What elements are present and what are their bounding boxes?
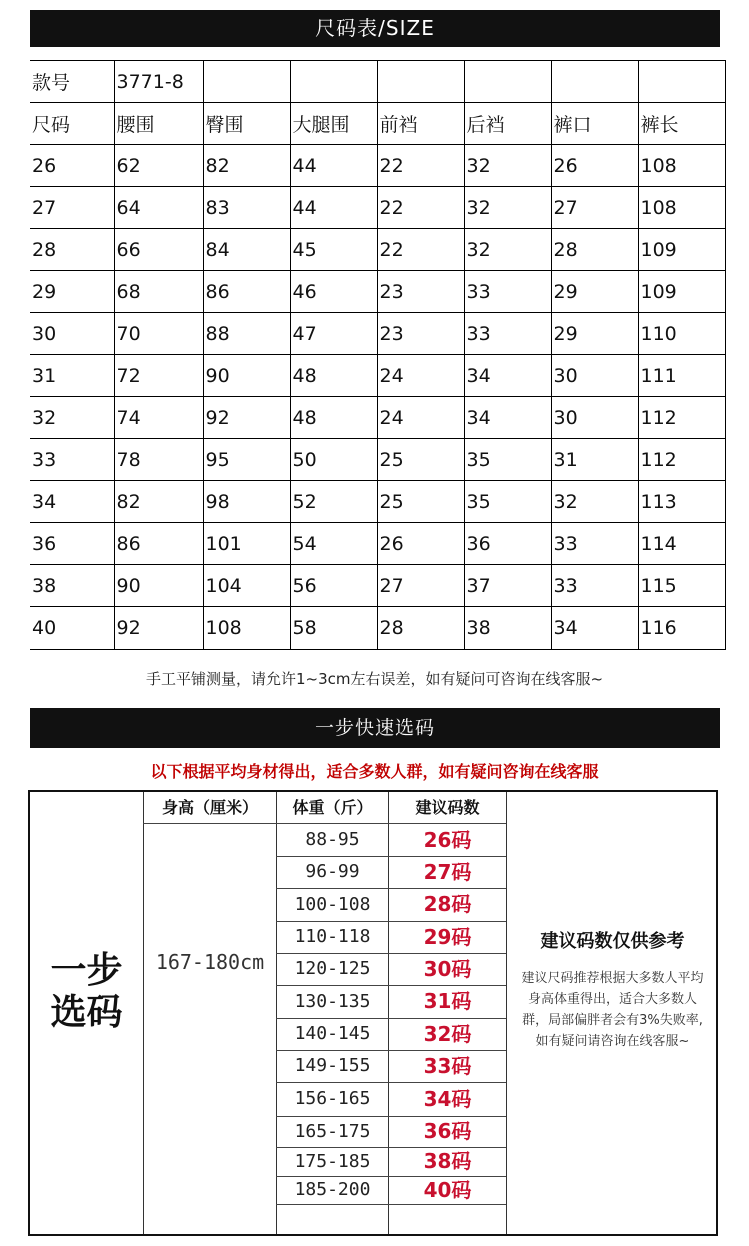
table-cell: 110 (638, 313, 725, 355)
weight-range: 100-108 (294, 894, 371, 915)
table-cell: 30 (551, 355, 638, 397)
suggested-size: 27码 (423, 860, 472, 884)
table-cell: 111 (638, 355, 725, 397)
table-cell: 64 (114, 187, 203, 229)
table-cell: 27 (30, 187, 114, 229)
table-cell: 70 (114, 313, 203, 355)
divider (506, 792, 507, 1234)
table-cell: 37 (464, 565, 551, 607)
col-header: 臀围 (203, 103, 290, 145)
table-row (30, 565, 725, 607)
table-cell: 28 (377, 607, 464, 650)
weight-header: 体重（斤） (292, 798, 373, 817)
table-cell: 33 (30, 439, 114, 481)
suggested-size: 29码 (423, 925, 472, 949)
table-row (30, 229, 725, 271)
style-number: 3771-8 (114, 61, 203, 103)
table-cell: 109 (638, 271, 725, 313)
table-cell: 29 (30, 271, 114, 313)
table-cell: 54 (290, 523, 377, 565)
table-cell: 32 (464, 187, 551, 229)
table-cell: 27 (551, 187, 638, 229)
suggested-size: 31码 (423, 989, 472, 1013)
weight-range: 130-135 (294, 991, 371, 1012)
table-cell: 32 (464, 145, 551, 187)
col-header: 腰围 (114, 103, 203, 145)
table-cell: 50 (290, 439, 377, 481)
table-cell: 28 (551, 229, 638, 271)
suggested-size: 40码 (423, 1178, 472, 1202)
table-cell: 22 (377, 145, 464, 187)
table-cell: 34 (464, 355, 551, 397)
table-cell: 101 (203, 523, 290, 565)
table-cell: 104 (203, 565, 290, 607)
table-cell: 46 (290, 271, 377, 313)
size-header: 建议码数 (415, 798, 480, 817)
table-cell: 92 (114, 607, 203, 650)
table-cell: 38 (30, 565, 114, 607)
table-cell: 22 (377, 187, 464, 229)
table-cell: 66 (114, 229, 203, 271)
quick-select-box (28, 790, 718, 1236)
table-cell: 32 (30, 397, 114, 439)
col-header: 大腿围 (290, 103, 377, 145)
table-row (30, 145, 725, 187)
table-cell: 23 (377, 271, 464, 313)
table-cell: 33 (551, 523, 638, 565)
table-cell: 108 (638, 145, 725, 187)
table-cell: 31 (551, 439, 638, 481)
table-row (30, 397, 725, 439)
suggested-size: 33码 (423, 1054, 472, 1078)
table-cell: 24 (377, 355, 464, 397)
table-cell: 31 (30, 355, 114, 397)
table-row (30, 607, 725, 650)
weight-range: 120-125 (294, 958, 371, 979)
table-cell: 115 (638, 565, 725, 607)
weight-range: 110-118 (294, 926, 371, 947)
weight-range: 175-185 (294, 1151, 371, 1172)
weight-range: 185-200 (294, 1179, 371, 1200)
advice-text: 建议尺码推荐根据大多数人平均身高体重得出，适合大多数人群，局部偏胖者会有3%失败率,如有疑问请咨询在线客服~ (521, 971, 704, 1049)
suggested-size: 34码 (423, 1087, 472, 1111)
table-cell: 26 (551, 145, 638, 187)
table-row (30, 481, 725, 523)
quick-select-title-line1: 一步 (50, 950, 123, 991)
table-row (30, 187, 725, 229)
table-cell: 68 (114, 271, 203, 313)
table-cell: 25 (377, 481, 464, 523)
table-row (30, 523, 725, 565)
table-cell: 90 (114, 565, 203, 607)
table-cell: 86 (114, 523, 203, 565)
table-cell: 86 (203, 271, 290, 313)
table-cell: 56 (290, 565, 377, 607)
table-cell: 25 (377, 439, 464, 481)
table-cell: 30 (30, 313, 114, 355)
table-cell: 33 (464, 271, 551, 313)
table-cell: 62 (114, 145, 203, 187)
suggested-size: 28码 (423, 892, 472, 916)
table-cell: 82 (203, 145, 290, 187)
measurement-note: 手工平铺测量，请允许1~3cm左右误差，如有疑问可咨询在线客服~ (145, 670, 604, 688)
table-cell: 35 (464, 439, 551, 481)
table-cell: 48 (290, 397, 377, 439)
table-cell: 35 (464, 481, 551, 523)
divider (276, 1204, 506, 1205)
suggested-size: 26码 (423, 828, 472, 852)
quick-select-subtitle: 以下根据平均身材得出，适合多数人群，如有疑问咨询在线客服 (150, 762, 599, 781)
table-cell: 95 (203, 439, 290, 481)
size-chart-table (30, 60, 726, 650)
table-cell: 26 (377, 523, 464, 565)
table-cell: 28 (30, 229, 114, 271)
weight-range: 149-155 (294, 1055, 371, 1076)
advice-title: 建议码数仅供参考 (540, 931, 685, 952)
style-label: 款号 (30, 61, 114, 103)
table-cell: 26 (30, 145, 114, 187)
table-cell: 36 (464, 523, 551, 565)
table-cell: 44 (290, 145, 377, 187)
table-cell: 109 (638, 229, 725, 271)
weight-range: 140-145 (294, 1023, 371, 1044)
table-cell: 44 (290, 187, 377, 229)
table-cell: 29 (551, 313, 638, 355)
table-row (30, 271, 725, 313)
table-cell: 112 (638, 397, 725, 439)
col-header: 裤口 (551, 103, 638, 145)
table-cell: 29 (551, 271, 638, 313)
table-cell: 38 (464, 607, 551, 650)
table-cell: 48 (290, 355, 377, 397)
table-cell: 116 (638, 607, 725, 650)
quick-select-title (30, 950, 143, 1034)
size-chart-banner: 尺码表/SIZE (30, 10, 720, 47)
suggested-size: 36码 (423, 1119, 472, 1143)
table-cell: 72 (114, 355, 203, 397)
header-row (30, 103, 725, 145)
table-cell: 47 (290, 313, 377, 355)
table-cell: 45 (290, 229, 377, 271)
table-cell: 113 (638, 481, 725, 523)
table-cell: 27 (377, 565, 464, 607)
table-cell: 83 (203, 187, 290, 229)
table-cell: 82 (114, 481, 203, 523)
table-cell: 40 (30, 607, 114, 650)
height-range: 167-180cm (155, 950, 265, 974)
table-row (30, 439, 725, 481)
col-header: 前裆 (377, 103, 464, 145)
table-cell: 23 (377, 313, 464, 355)
table-cell: 22 (377, 229, 464, 271)
table-cell: 34 (30, 481, 114, 523)
table-cell: 33 (551, 565, 638, 607)
height-header: 身高（厘米） (161, 798, 258, 817)
divider (143, 792, 144, 1234)
table-cell: 108 (203, 607, 290, 650)
weight-range: 156-165 (294, 1088, 371, 1109)
table-cell: 112 (638, 439, 725, 481)
weight-range: 165-175 (294, 1121, 371, 1142)
suggested-size: 38码 (423, 1149, 472, 1173)
table-row (30, 313, 725, 355)
table-cell: 90 (203, 355, 290, 397)
table-cell: 108 (638, 187, 725, 229)
suggested-size: 32码 (423, 1022, 472, 1046)
table-cell: 88 (203, 313, 290, 355)
table-cell: 34 (464, 397, 551, 439)
table-cell: 33 (464, 313, 551, 355)
col-header: 裤长 (638, 103, 725, 145)
table-cell: 32 (464, 229, 551, 271)
table-cell: 78 (114, 439, 203, 481)
quick-select-title-line2: 选码 (50, 992, 123, 1033)
style-row (30, 61, 725, 103)
weight-range: 96-99 (305, 861, 360, 882)
quick-select-banner: 一步快速选码 (30, 708, 720, 748)
table-cell: 30 (551, 397, 638, 439)
col-header: 尺码 (30, 103, 114, 145)
col-header: 后裆 (464, 103, 551, 145)
table-cell: 34 (551, 607, 638, 650)
table-cell: 92 (203, 397, 290, 439)
weight-range: 88-95 (305, 829, 360, 850)
table-cell: 114 (638, 523, 725, 565)
table-cell: 36 (30, 523, 114, 565)
table-cell: 24 (377, 397, 464, 439)
table-cell: 98 (203, 481, 290, 523)
suggested-size: 30码 (423, 957, 472, 981)
table-row (30, 355, 725, 397)
table-cell: 58 (290, 607, 377, 650)
table-cell: 84 (203, 229, 290, 271)
table-cell: 74 (114, 397, 203, 439)
table-cell: 52 (290, 481, 377, 523)
table-cell: 32 (551, 481, 638, 523)
